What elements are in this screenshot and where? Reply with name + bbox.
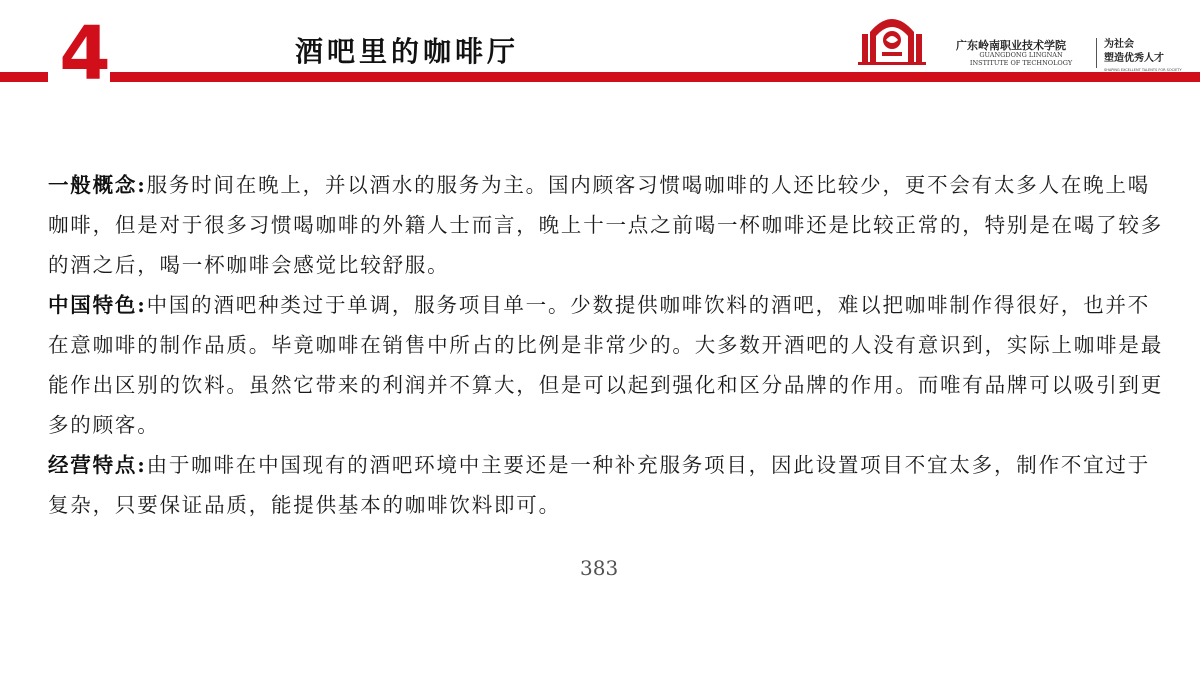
- header-rule-right: [110, 72, 1200, 82]
- school-slogan-en: SHAPING EXCELLENT TALENTS FOR SOCIETY: [1104, 68, 1182, 72]
- slide-title: 酒吧里的咖啡厅: [295, 35, 520, 68]
- school-emblem-icon: [856, 12, 928, 70]
- paragraph-china-features: [48, 285, 1168, 445]
- term-label: 经营特点:: [48, 453, 147, 477]
- school-slogan: 为社会 塑造优秀人才: [1104, 39, 1164, 64]
- logo-divider: [1096, 38, 1097, 68]
- term-label: 中国特色:: [48, 293, 147, 317]
- school-name-cn: 广东岭南职业技术学院: [956, 39, 1066, 52]
- body-text: [48, 165, 1168, 525]
- page-number: 383: [580, 556, 619, 580]
- school-logo: [856, 12, 1186, 70]
- paragraph-operation-features: [48, 445, 1168, 525]
- paragraph-text: 服务时间在晚上，并以酒水的服务为主。国内顾客习惯喝咖啡的人还比较少，更不会有太多人在晚上喝咖啡，但是对于很多习惯喝咖啡的外籍人士而言，晚上十一点之前喝一杯咖啡还是比较正常的，特别是在喝了较多的酒之后，喝一杯咖啡会感觉比较舒服。: [48, 173, 1163, 277]
- paragraph-text: 由于咖啡在中国现有的酒吧环境中主要还是一种补充服务项目，因此设置项目不宜太多，制作不宜过于复杂，只要保证品质，能提供基本的咖啡饮料即可。: [48, 453, 1151, 517]
- section-number: 4: [59, 11, 111, 97]
- term-label: 一般概念:: [48, 173, 147, 197]
- paragraph-text: 中国的酒吧种类过于单调，服务项目单一。少数提供咖啡饮料的酒吧，难以把咖啡制作得很好，也并不在意咖啡的制作品质。毕竟咖啡在销售中所占的比例是非常少的。大多数开酒吧的人没有意识到，实际上咖啡是最能作出区别的饮料。虽然它带来的利润并不算大，但是可以起到强化和区分品牌的作用。而唯有品牌可以吸引到更多的顾客。: [48, 293, 1163, 437]
- school-name-en: GUANGDONG LINGNAN INSTITUTE OF TECHNOLOGY: [969, 51, 1073, 67]
- header-rule-left: [0, 72, 48, 82]
- paragraph-general-concept: [48, 165, 1168, 285]
